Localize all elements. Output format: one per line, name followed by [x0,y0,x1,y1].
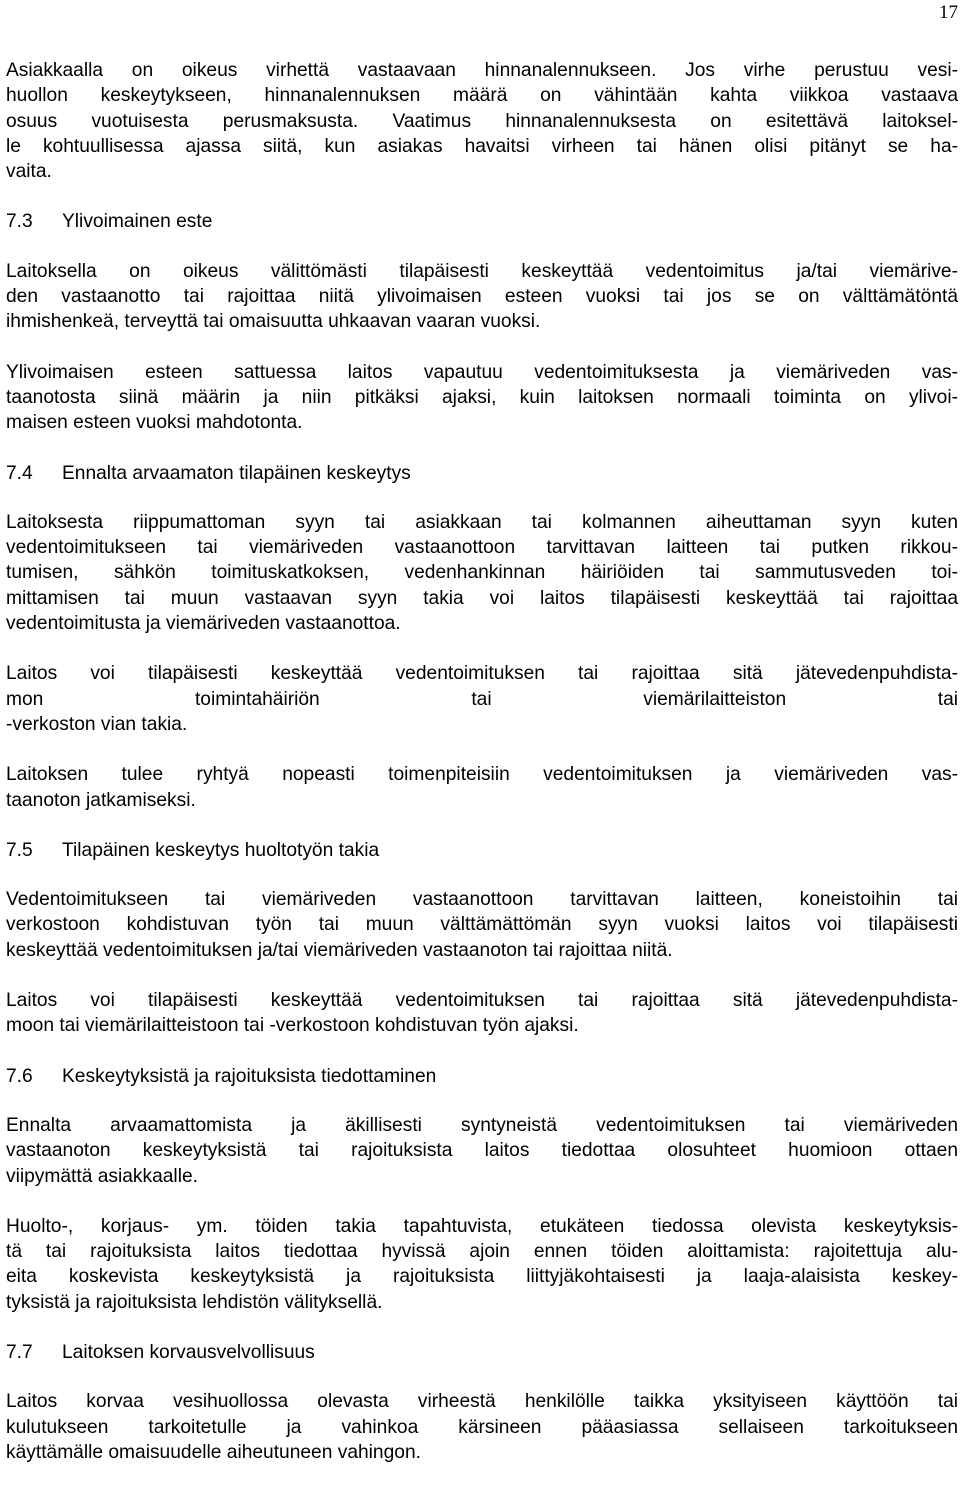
section-number: 7.7 [6,1341,33,1363]
text-line: tyksistä ja rajoituksista lehdistön välityksellä. [6,1291,383,1313]
text-line: vastaanoton keskeytyksistä tai rajoituksista laitos tiedottaa olosuhteet huomioon ottaen [6,1140,958,1162]
section-title: Laitoksen korvausvelvollisuus [62,1341,315,1363]
text-line: Vedentoimitukseen tai viemäriveden vastaanottoon tarvittavan laitteen, koneistoihin tai [6,889,958,911]
paragraph [6,1389,958,1465]
text-line: viipymättä asiakkaalle. [6,1165,198,1187]
section-heading [6,209,958,234]
text-line: Laitos korvaa vesihuollossa olevasta virheestä henkilölle taikka yksityiseen käyttöön tai [6,1391,958,1413]
text-line: Laitos voi tilapäisesti keskeyttää vedentoimituksen tai rajoittaa sitä jätevedenpuhdista- [6,663,958,685]
text-line: Asiakkaalla on oikeus virhettä vastaavaan hinnanalennukseen. Jos virhe perustuu vesi- [6,60,958,81]
paragraph [6,1214,958,1315]
text-line: maisen esteen vuoksi mahdotonta. [6,412,303,434]
paragraph [6,58,958,184]
text-line: käyttämälle omaisuudelle aiheutuneen vahingon. [6,1441,421,1463]
text-line: Laitoksella on oikeus välittömästi tilapäisesti keskeyttää vedentoimitus ja/tai viemärive- [6,260,958,282]
text-line: mittamisen tai muun vastaavan syyn takia voi laitos tilapäisesti keskeyttää tai rajoittaa [6,587,958,609]
text-line: ihmishenkeä, terveyttä tai omaisuutta uhkaavan vaaran vuoksi. [6,311,541,333]
text-line: kulutukseen tarkoitetulle ja vahinkoa kärsineen pääasiassa sellaiseen tarkoitukseen [6,1416,958,1438]
text-line: vedentoimitusta ja viemäriveden vastaanottoa. [6,613,401,635]
text-line: Laitoksen tulee ryhtyä nopeasti toimenpiteisiin vedentoimituksen ja viemäriveden vas- [6,764,958,786]
document-body [6,58,958,1490]
section-title: Ennalta arvaamaton tilapäinen keskeytys [62,462,411,484]
section-number: 7.3 [6,211,33,233]
text-line: verkostoon kohdistuvan työn tai muun välttämättömän syyn vuoksi laitos voi tilapäisesti [6,914,958,936]
text-line: vedentoimitukseen tai viemäriveden vastaanottoon tarvittavan laitteen tai putken rikkou- [6,537,958,559]
text-line: tä tai rajoituksista laitos tiedottaa hyvissä ajoin ennen töiden aloittamista: rajoitettuja alu- [6,1241,958,1263]
text-line: mon toimintahäiriön tai viemärilaitteiston tai [6,688,958,710]
text-line: vaita. [6,161,52,183]
section-heading [6,1340,958,1365]
section-heading [6,461,958,486]
text-line: -verkoston vian takia. [6,713,188,735]
text-line: osuus vuotuisesta perusmaksusta. Vaatimus hinnanalennuksesta on esitettävä laitoksel- [6,110,958,132]
text-line: Huolto-, korjaus- ym. töiden takia tapahtuvista, etukäteen tiedossa olevista keskeytyksis- [6,1215,958,1237]
page-number: 17 [939,2,958,23]
text-line: Ylivoimaisen esteen sattuessa laitos vapautuu vedentoimituksesta ja viemäriveden vas- [6,361,958,383]
text-line: taanotosta siinä määrin ja niin pitkäksi ajaksi, kuin laitoksen normaali toiminta on ylivoi- [6,386,958,408]
section-heading [6,838,958,863]
paragraph [6,661,958,737]
text-line: huollon keskeytykseen, hinnanalennuksen määrä on vähintään kahta viikkoa vastaava [6,85,958,107]
paragraph [6,1113,958,1189]
text-line: taanoton jatkamiseksi. [6,789,196,811]
text-line: den vastaanotto tai rajoittaa niitä ylivoimaisen esteen vuoksi tai jos se on välttämätöntä [6,286,958,308]
section-number: 7.6 [6,1065,33,1087]
paragraph [6,360,958,436]
text-line: le kohtuullisessa ajassa siitä, kun asiakas havaitsi virheen tai hänen olisi pitänyt se ha- [6,135,958,157]
section-heading [6,1064,958,1089]
text-line: keskeyttää vedentoimituksen ja/tai viemäriveden vastaanoton tai rajoittaa niitä. [6,939,673,961]
section-title: Ylivoimainen este [62,211,213,233]
section-number: 7.5 [6,839,33,861]
text-line: tumisen, sähkön toimituskatkoksen, vedenhankinnan häiriöiden tai sammutusveden toi- [6,562,958,584]
paragraph [6,887,958,963]
section-number: 7.4 [6,462,33,484]
text-line: Laitos voi tilapäisesti keskeyttää vedentoimituksen tai rajoittaa sitä jätevedenpuhdista- [6,990,958,1012]
section-title: Tilapäinen keskeytys huoltotyön takia [62,839,380,861]
paragraph [6,762,958,813]
text-line: moon tai viemärilaitteistoon tai -verkostoon kohdistuvan työn ajaksi. [6,1015,579,1037]
paragraph [6,988,958,1039]
paragraph [6,259,958,335]
text-line: eita koskevista keskeytyksistä ja rajoituksista liittyjäkohtaisesti ja laaja-alaisista keskey- [6,1266,958,1288]
paragraph [6,510,958,636]
section-title: Keskeytyksistä ja rajoituksista tiedottaminen [62,1065,437,1087]
text-line: Laitoksesta riippumattoman syyn tai asiakkaan tai kolmannen aiheuttaman syyn kuten [6,511,958,533]
text-line: Ennalta arvaamattomista ja äkillisesti syntyneistä vedentoimituksen tai viemäriveden [6,1114,958,1136]
